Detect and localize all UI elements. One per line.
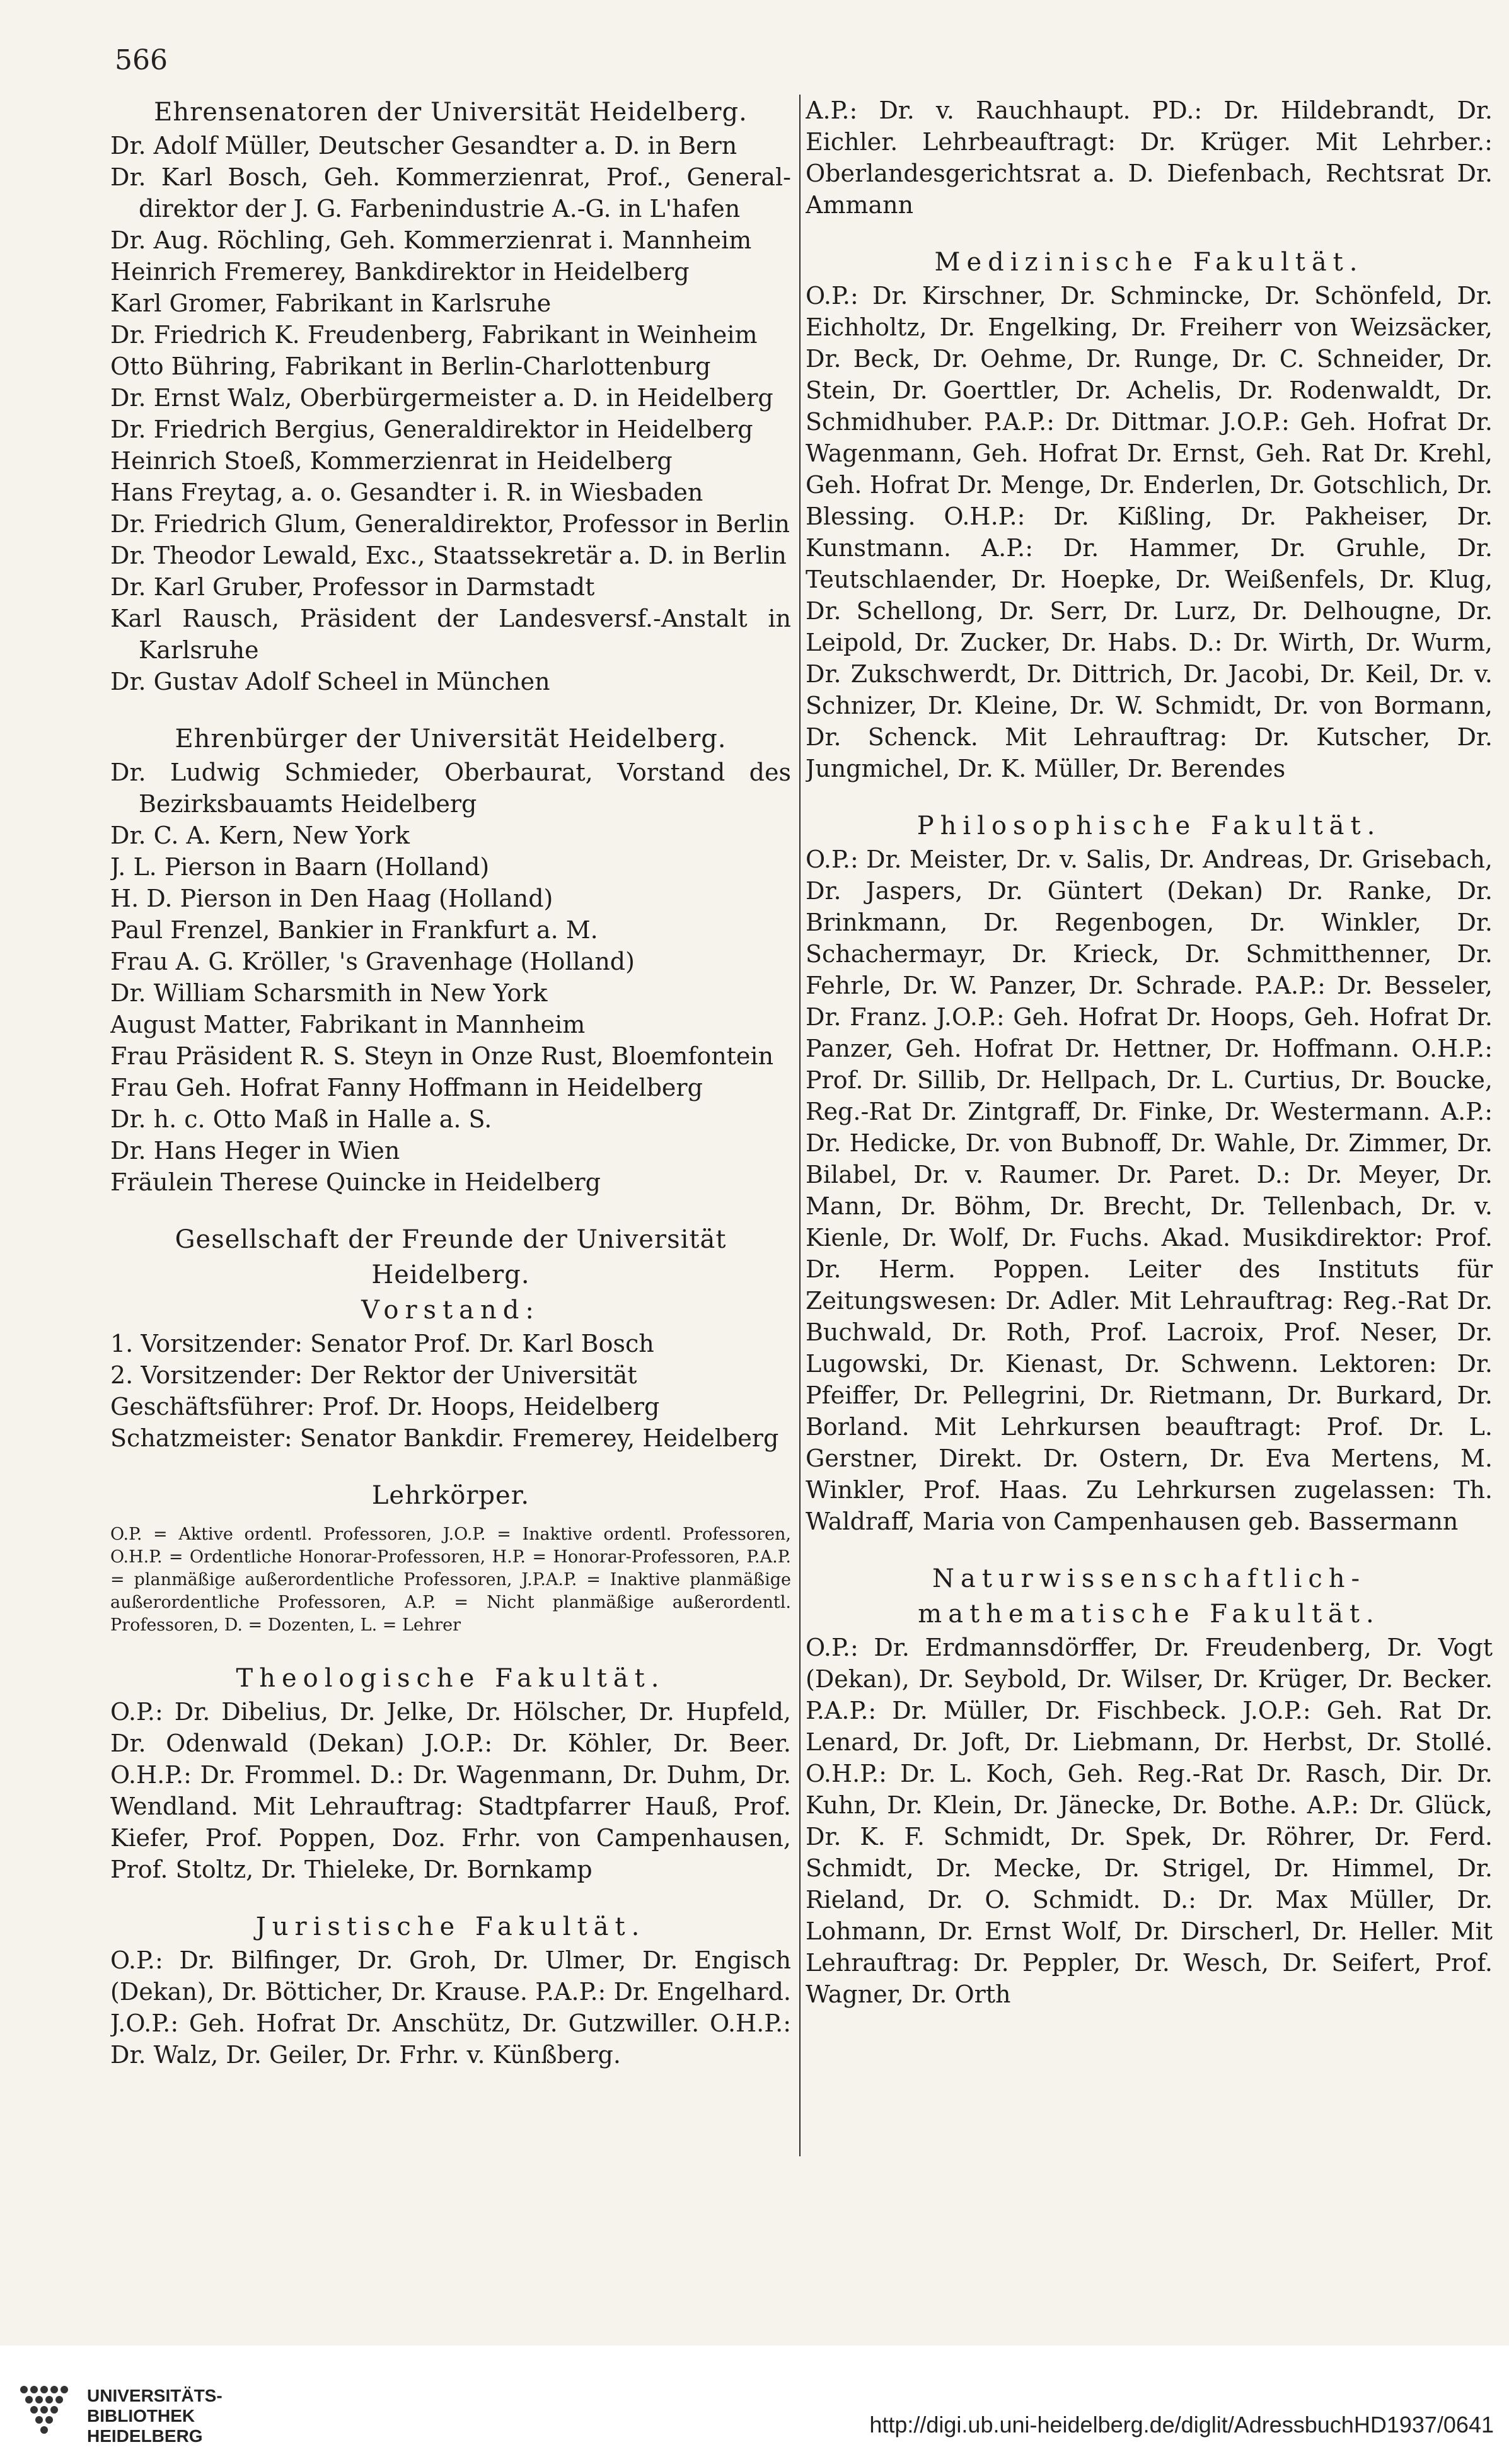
library-name — [87, 2386, 223, 2446]
society-heading: Gesellschaft der Freunde der Universität Heidelberg. — [175, 1225, 727, 1289]
library-name-line: UNIVERSITÄTS- — [87, 2386, 223, 2405]
list-item: Karl Gromer, Fabrikant in Karlsruhe — [110, 289, 552, 317]
law-members: O.P.: Dr. Bilfinger, Dr. Groh, Dr. Ulmer, Dr. Engisch (Dekan), Dr. Bötticher, Dr. Krause. P.A.P.: Dr. Engelhard. J.O.P.: Geh. Hofrat Dr. Anschütz, Dr. Gutzwiller. O.H.P.: Dr. Walz, Dr. Geiler, Dr. Frhr. v. Künßberg. — [110, 1946, 791, 2069]
page-number: 566 — [115, 44, 168, 76]
list-item: Dr. C. A. Kern, New York — [110, 822, 410, 849]
list-item: Dr. Gustav Adolf Scheel in München — [110, 668, 550, 695]
list-item: Dr. Ludwig Schmieder, Oberbaurat, Vorstand des Bezirksbauamts Heidelberg — [110, 758, 791, 818]
list-item: Dr. Aug. Röchling, Geh. Kommerzienrat i. Mannheim — [110, 226, 752, 254]
science-members: O.P.: Dr. Erdmannsdörffer, Dr. Freudenberg, Dr. Vogt (Dekan), Dr. Seybold, Dr. Wilser, Dr. Krüger, Dr. Becker. P.A.P.: Dr. Müller, Dr. Fischbeck. J.O.P.: Geh. Rat Dr. Lenard, Dr. Joft, Dr. Liebmann, Dr. Herbst, Dr. Stollé. O.H.P.: Dr. L. Koch, Geh. Reg.-Rat Dr. Rasch, Dir. Dr. Kuhn, Dr. Klein, Dr. Jänecke, Dr. Bothe. A.P.: Dr. Glück, Dr. K. F. Schmidt, Dr. Spek, Dr. Röhrer, Dr. Ferd. Schmidt, Dr. Mecke, Dr. Strigel, Dr. Himmel, Dr. Rieland, Dr. O. Schmidt. D.: Dr. Max Müller, Dr. Lohmann, Dr. Ernst Wolf, Dr. Dirscherl, Dr. Heller. Mit Lehrauftrag: Dr. Peppler, Dr. Wesch, Dr. Seifert, Prof. Wagner, Dr. Orth — [806, 1634, 1493, 2008]
library-name-line: HEIDELBERG — [87, 2426, 203, 2446]
list-item: Frau A. G. Kröller, 's Gravenhage (Holland) — [110, 948, 635, 975]
honorary-senators-heading: Ehrensenatoren der Universität Heidelberg. — [154, 98, 748, 127]
theology-members: O.P.: Dr. Dibelius, Dr. Jelke, Dr. Hölscher, Dr. Hupfeld, Dr. Odenwald (Dekan) J.O.P.: Dr. Köhler, Dr. Beer. O.H.P.: Dr. Frommel. D.: Dr. Wagenmann, Dr. Duhm, Dr. Wendland. Mit Lehrauftrag: Stadtpfarrer Hauß, Prof. Kiefer, Prof. Poppen, Doz. Frhr. von Campenhausen, Prof. Stoltz, Dr. Thieleke, Dr. Bornkamp — [110, 1698, 791, 1883]
list-item: Hans Freytag, a. o. Gesandter i. R. in Wiesbaden — [110, 479, 703, 506]
board-heading: Vorstand: — [361, 1296, 540, 1325]
source-url-link[interactable]: http://digi.ub.uni-heidelberg.de/diglit/AdressbuchHD1937/0641 — [869, 2412, 1494, 2438]
science-heading: Naturwissenschaftlich-mathematische Fakultät. — [918, 1564, 1380, 1629]
list-item: Dr. Ernst Walz, Oberbürgermeister a. D. in Heidelberg — [110, 384, 773, 412]
faculty-heading: Lehrkörper. — [371, 1481, 530, 1510]
list-item: Paul Frenzel, Bankier in Frankfurt a. M. — [110, 916, 598, 944]
list-item: Schatzmeister: Senator Bankdir. Fremerey, Heidelberg — [110, 1424, 779, 1452]
list-item: Dr. Adolf Müller, Deutscher Gesandter a. D. in Bern — [110, 132, 737, 160]
philosophy-members: O.P.: Dr. Meister, Dr. v. Salis, Dr. Andreas, Dr. Grisebach, Dr. Jaspers, Dr. Güntert (Dekan) Dr. Ranke, Dr. Brinkmann, Dr. Regenbogen, Dr. Winkler, Dr. Schachermayr, Dr. Krieck, Dr. Schmitthenner, Dr. Fehrle, Dr. W. Panzer, Dr. Schrade. P.A.P.: Dr. Besseler, Dr. Franz. J.O.P.: Geh. Hofrat Dr. Hoops, Geh. Hofrat Dr. Panzer, Geh. Hofrat Dr. Hettner, Dr. Hoffmann. O.H.P.: Prof. Dr. Sillib, Dr. Hellpach, Dr. L. Curtius, Dr. Boucke, Reg.-Rat Dr. Zintgraff, Dr. Finke, Dr. Westermann. A.P.: Dr. Hedicke, Dr. von Bubnoff, Dr. Wahle, Dr. Zimmer, Dr. Bilabel, Dr. v. Raumer. Dr. Paret. D.: Dr. Meyer, Dr. Mann, Dr. Böhm, Dr. Brecht, Dr. Tellenbach, Dr. v. Kienle, Dr. Wolf, Dr. Fuchs. Akad. Musikdirektor: Prof. Dr. Herm. Poppen. Leiter des Instituts für Zeitungswesen: Dr. Adler. Mit Lehrauftrag: Reg.-Rat Dr. Buchwald, Dr. Roth, Prof. Lacroix, Prof. Neser, Dr. Lugowski, Dr. Kienast, Dr. Schwenn. Lektoren: Dr. Pfeiffer, Dr. Pellegrini, Dr. Rietmann, Dr. Burkard, Dr. Borland. Mit Lehrkursen beauftragt: Prof. Dr. L. Gerstner, Direkt. Dr. Ostern, Dr. Eva Mertens, M. Winkler, Prof. Haas. Zu Lehrkursen zugelassen: Th. Waldraff, Maria von Campenhausen geb. Bassermann — [806, 846, 1493, 1535]
library-footer — [0, 2345, 1509, 2464]
right-column — [806, 95, 1493, 2010]
list-item: 2. Vorsitzender: Der Rektor der Universität — [110, 1361, 637, 1389]
list-item: Karl Rausch, Präsident der Landesversf.-Anstalt in Karlsruhe — [110, 605, 791, 664]
list-item: Frau Geh. Hofrat Fanny Hoffmann in Heidelberg — [110, 1074, 703, 1101]
honorary-citizens-heading: Ehrenbürger der Universität Heidelberg. — [175, 724, 727, 753]
list-item: Geschäftsführer: Prof. Dr. Hoops, Heidelberg — [110, 1393, 660, 1421]
library-logo-icon — [18, 2383, 76, 2441]
list-item: Dr. Karl Bosch, Geh. Kommerzienrat, Prof., General-direktor der J. G. Farbenindustrie A.-G. in L'hafen — [110, 163, 791, 223]
left-column — [110, 95, 791, 2071]
list-item: 1. Vorsitzender: Senator Prof. Dr. Karl Bosch — [110, 1330, 654, 1357]
list-item: J. L. Pierson in Baarn (Holland) — [110, 853, 490, 881]
list-item: Frau Präsident R. S. Steyn in Onze Rust, Bloemfontein — [110, 1042, 774, 1070]
list-item: Dr. Friedrich Bergius, Generaldirektor in Heidelberg — [110, 416, 753, 443]
list-item: Dr. Hans Heger in Wien — [110, 1137, 400, 1165]
list-item: Heinrich Stoeß, Kommerzienrat in Heidelberg — [110, 447, 673, 475]
list-item: Dr. Karl Gruber, Professor in Darmstadt — [110, 573, 595, 601]
honorary-citizens-list — [110, 757, 791, 1198]
theology-heading: Theologische Fakultät. — [236, 1664, 666, 1693]
list-item: Heinrich Fremerey, Bankdirektor in Heidelberg — [110, 258, 690, 286]
philosophy-heading: Philosophische Fakultät. — [916, 811, 1382, 840]
honorary-senators-list — [110, 130, 791, 697]
abbreviations-note: O.P. = Aktive ordentl. Professoren, J.O.P. = Inaktive ordentl. Professoren, O.H.P. = Ordentliche Honorar-Professoren, H.P. = Honorar-Professoren, P.A.P. = planmäßige außerordentliche Professoren, J.P.A.P. = Inaktive planmäßige außerordentliche Professoren, A.P. = Nicht planmäßige außerordentl. Professoren, D. = Dozenten, L. = Lehrer — [110, 1525, 791, 1635]
list-item: Dr. Friedrich Glum, Generaldirektor, Professor in Berlin — [110, 510, 790, 538]
list-item: August Matter, Fabrikant in Mannheim — [110, 1011, 586, 1038]
list-item: H. D. Pierson in Den Haag (Holland) — [110, 885, 553, 912]
list-item: Dr. William Scharsmith in New York — [110, 979, 548, 1007]
list-item: Dr. h. c. Otto Maß in Halle a. S. — [110, 1105, 492, 1133]
medicine-heading: Medizinische Fakultät. — [934, 248, 1364, 277]
list-item: Otto Bühring, Fabrikant in Berlin-Charlottenburg — [110, 352, 711, 380]
law-heading: Juristische Fakultät. — [255, 1912, 646, 1941]
column-divider — [799, 95, 801, 2156]
library-name-line: BIBLIOTHEK — [87, 2406, 195, 2426]
list-item: Fräulein Therese Quincke in Heidelberg — [110, 1168, 601, 1196]
medicine-members: O.P.: Dr. Kirschner, Dr. Schmincke, Dr. Schönfeld, Dr. Eichholtz, Dr. Engelking, Dr. Freiherr von Weizsäcker, Dr. Beck, Dr. Oehme, Dr. Runge, Dr. C. Schneider, Dr. Stein, Dr. Goerttler, Dr. Achelis, Dr. Rodenwaldt, Dr. Schmidhuber. P.A.P.: Dr. Dittmar. J.O.P.: Geh. Hofrat Dr. Wagenmann, Geh. Hofrat Dr. Ernst, Geh. Rat Dr. Krehl, Geh. Hofrat Dr. Menge, Dr. Enderlen, Dr. Gotschlich, Dr. Blessing. O.H.P.: Dr. Kißling, Dr. Pakheiser, Dr. Kunstmann. A.P.: Dr. Hammer, Dr. Gruhle, Dr. Teutschlaender, Dr. Hoepke, Dr. Weißenfels, Dr. Klug, Dr. Schellong, Dr. Serr, Dr. Lurz, Dr. Delhougne, Dr. Leipold, Dr. Zucker, Dr. Habs. D.: Dr. Wirth, Dr. Wurm, Dr. Zukschwerdt, Dr. Dittrich, Dr. Jacobi, Dr. Keil, Dr. v. Schnizer, Dr. Kleine, Dr. W. Schmidt, Dr. von Bormann, Dr. Schenck. Mit Lehrauftrag: Dr. Kutscher, Dr. Jungmichel, Dr. K. Müller, Dr. Berendes — [806, 282, 1493, 782]
law-members-continued: A.P.: Dr. v. Rauchhaupt. PD.: Dr. Hildebrandt, Dr. Eichler. Lehrbeauftragt: Dr. Krüger. Mit Lehrber.: Oberlandesgerichtsrat a. D. Diefenbach, Rechtsrat Dr. Ammann — [806, 96, 1493, 219]
board-list — [110, 1328, 791, 1454]
list-item: Dr. Friedrich K. Freudenberg, Fabrikant in Weinheim — [110, 321, 758, 349]
list-item: Dr. Theodor Lewald, Exc., Staatssekretär a. D. in Berlin — [110, 542, 787, 569]
